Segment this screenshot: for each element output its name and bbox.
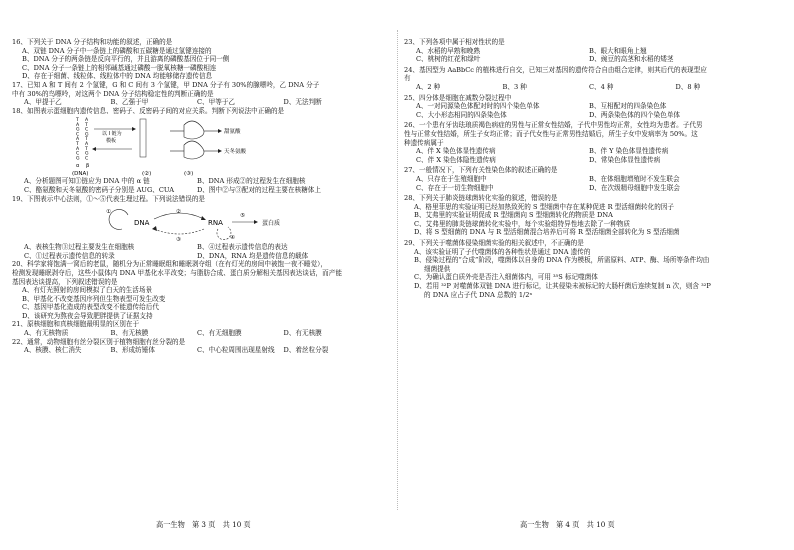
q16-stem: 16、下列关于 DNA 分子结构和功能的叙述，正确的是	[12, 38, 173, 46]
strand1-base: A	[76, 137, 80, 143]
q24-option-d: D、8 种	[675, 82, 701, 91]
strand2-base: T	[85, 137, 88, 143]
q22-options	[12, 346, 370, 355]
q26-stem-line3: 种遗传病属于	[404, 138, 444, 147]
q22-option-a: A、核膜、核仁消失	[24, 346, 82, 355]
q28-stem: 28、下列关于肺炎链球菌转化实验的叙述，错误的是	[404, 194, 558, 203]
strand1-base: G	[76, 156, 80, 162]
amino-acid-2: 天冬氨酸	[224, 149, 247, 156]
strand2-base: G	[85, 151, 89, 157]
dna-strand-2	[84, 117, 89, 161]
q26-option-a: A、伴 X 染色体显性遗传病	[416, 147, 496, 156]
q16-option-d: D、存在于细菌、线粒体、线粒体中的 DNA 均能够储存遗传信息	[22, 72, 213, 81]
q27-options-row1	[404, 175, 762, 184]
q19-option-c: C、①过程表示遗传信息的转录	[24, 251, 115, 260]
strand1-base: C	[76, 132, 80, 138]
q26-options-row2	[404, 156, 762, 165]
reverse-arrow-head	[152, 226, 157, 231]
arrow-head-left	[92, 147, 96, 151]
q28-option-d: D、将 S 型细菌的 DNA 与 R 型活细菌混合培养后可将 R 型活细菌全部转化为 S 型活细菌	[414, 228, 680, 237]
q24-options	[404, 83, 762, 92]
q19-figure	[102, 203, 302, 243]
q16-option-a: A、双链 DNA 分子中一条链上的磷酸和五碳糖是通过氢键连接的	[22, 46, 212, 55]
column-divider	[397, 30, 398, 510]
trna-2	[170, 141, 204, 159]
q22-option-d: D、着丝粒分裂	[283, 346, 329, 355]
q29-stem: 29、下列关于噬菌体侵染细菌实验的相关叙述中，不正确的是	[404, 239, 584, 248]
q18-option-d: D、图中②与③配对的过程主要在核糖体上	[197, 185, 321, 194]
strand1-base: T	[76, 118, 79, 124]
process-1: ①	[106, 209, 111, 216]
template-label-1: 以 I 链为	[102, 131, 122, 138]
q21-option-d: D、有无核膜	[283, 329, 322, 338]
strand1-base: A	[76, 147, 80, 153]
q19-option-d: D、DNA，RNA 均是遗传信息的载体	[197, 251, 309, 260]
right-column	[404, 38, 762, 299]
q20-option-d: D、该研究为熬夜会导致肥胖提供了证据支持	[22, 311, 153, 320]
q22-stem: 22、通常，动物细胞有丝分裂区别于植物细胞有丝分裂的是	[12, 337, 186, 346]
rna-node: RNA	[208, 219, 223, 228]
q19-option-b: B、④过程表示遗传信息的表达	[197, 243, 288, 252]
q24-stem-line2: 有	[404, 74, 411, 83]
q17-options	[12, 98, 370, 107]
q28-option-b: B、艾弗里的实验证明促成 R 型细菌向 S 型细菌转化的物质是 DNA	[414, 211, 613, 220]
strand1-base: C	[76, 151, 80, 157]
q21-stem: 21、原核细胞和真核细胞最明显的区别在于	[12, 320, 140, 329]
q28-option-c: C、艾弗里的肺炎链球菌转化实验中，每个实验组特异性地去除了一种物质	[414, 219, 631, 228]
q17-option-a: A、甲提于乙	[24, 98, 62, 107]
q24-option-a: A、2 种	[416, 82, 441, 91]
q17-option-b: B、乙强于甲	[110, 98, 149, 107]
arrow-head-aa2	[218, 149, 222, 153]
q25-option-d: D、两条染色体的四个染色单体	[589, 110, 681, 119]
q23-options-row2	[404, 55, 762, 64]
q25-stem: 25、四分体是细胞在减数分裂过程中	[404, 93, 512, 102]
trna-1	[170, 121, 204, 139]
strand2-base: A	[85, 142, 89, 148]
q28-option-a: A、格里菲思的实验证明已经加热致死的 S 型细菌中存在某种促进 R 型活细菌转化的因子	[414, 202, 675, 211]
q22-option-c: C、中心粒周围出现星射线	[197, 346, 275, 355]
q27-option-a: A、只存在于生殖细胞中	[416, 174, 487, 183]
q21-options	[12, 329, 370, 338]
q25-options-row2	[404, 111, 762, 120]
q19-option-a: A、表核生物③过程主要发生在细胞核	[24, 243, 135, 252]
q20-stem-line1: 20、科学家将饱满一窝后的老鼠，随机分为正常睡眠组和睡眠剥夺组（在有灯光的房间中被饱一夜不睡觉），	[12, 260, 327, 269]
q17-stem-line1: 17、已知 A 和 T 间有 2 个氢键，G 和 C 间有 3 个氢键，甲 DNA 分子有 30%的腺嘌呤，乙 DNA 分子	[12, 80, 320, 89]
q23-option-a: A、水稻的早熟和晚熟	[416, 46, 481, 55]
replication-loop	[109, 210, 128, 230]
q20-option-b: B、甲基化不改变基因序列但生物表型可发生改变	[22, 294, 166, 303]
q19-stem: 19、下图表示中心法则，①～⑤代表生理过程。下列说法错误的是	[12, 194, 206, 203]
q16-option-b: B、DNA 分子的两条链是反向平行的，并且游离的磷酸基因位于同一侧	[22, 55, 230, 64]
strand1-base: A	[76, 123, 80, 129]
q16-option-c: C、DNA 分子一条链上的相邻碱基通过磷酸一脱氧核糖一磷酸相连	[22, 63, 217, 72]
figure-label-3: (③)	[184, 171, 194, 178]
template-label-2: 模板	[106, 138, 117, 145]
q18-options-row2	[12, 186, 370, 195]
strand2-base: C	[85, 156, 89, 162]
q21-option-b: B、有无核膜	[110, 329, 149, 338]
q20-stem-line2: 检测发现睡眠剥夺后，这些小鼠体内 DNA 甲基化水平改变；与脂肪合成、蛋白质分解相关基因表达谈话，而产能	[12, 268, 342, 277]
process-3: ③	[176, 237, 181, 244]
q17-option-d: D、无法判断	[283, 98, 322, 107]
alpha-label: α	[76, 163, 80, 170]
rna-replication-loop	[217, 227, 231, 240]
q26-options-row1	[404, 147, 762, 156]
q18-option-a: A、分析题图可知①链应为 DNA 中的 α 链	[24, 177, 150, 186]
q24-stem: 24、基因型为 AaBbCc 的植株进行自交，已知三对基因的遗传符合自由组合定律，则其后代的表现型应	[404, 65, 707, 74]
q18-stem: 18、如图表示蛋细胞内遗传信息、密码子、反密码子间的对应关系。判断下列说法中正确的是	[12, 106, 285, 115]
q19-options-row2	[12, 252, 370, 261]
q29-option-c: C、为确认蛋白质外壳是否注入细菌体内，可用 ³⁵S 标记噬菌体	[414, 273, 598, 282]
arrow-head-aa1	[218, 129, 222, 133]
page-footer-left: 高一生物 第 3 页 共 10 页	[156, 520, 251, 529]
q17-stem-line2: 中有 30%的鸟嘌呤，对这两个 DNA 分子结构稳定性的判断正确的是	[12, 89, 214, 98]
translation-arrow-head	[254, 220, 258, 224]
protein-node: 蛋白质	[262, 220, 281, 228]
strand2-base: A	[85, 118, 89, 124]
q26-stem-line1: 26、一个患有牙齿珐琅质褐色病症的男性与正常女性结婚，子代中男性均正常，女性均为患者。子代男	[404, 121, 703, 130]
process-5: ⑤	[240, 213, 245, 220]
mrna-strand	[140, 119, 146, 157]
q22-option-b: B、形成纺锤体	[110, 346, 155, 355]
q25-option-a: A、一对同源染色体配对时的四个染色单体	[416, 102, 540, 111]
amino-acid-1: 甜氨酸	[224, 129, 241, 136]
dna-node: DNA	[134, 219, 150, 228]
q29-option-d-line1: D、若用 ³²P 对噬菌体双链 DNA 进行标记，让其侵染未被标记的大肠杆菌后连续复制 n 次，则含 ³²P	[414, 282, 711, 291]
left-column	[12, 38, 370, 355]
q23-option-d: D、豌豆的高茎和水稻的矮茎	[589, 55, 674, 64]
q18-option-b: B、DNA 形成②的过程发生在细胞核	[197, 177, 306, 186]
dna-label: (DNA)	[72, 171, 89, 178]
q25-option-b: B、互相配对的四条染色体	[589, 102, 667, 111]
q20-stem-line3: 基因表达谈提高，下列叙述错误的是	[12, 277, 118, 286]
process-4: ④	[230, 235, 235, 242]
q21-option-c: C、有无细胞膜	[197, 329, 242, 338]
beta-label: β	[86, 163, 90, 170]
figure-label-2: (②)	[142, 171, 152, 178]
q29-option-a: A、该实验证明了子代噬菌体的各种性状是通过 DNA 遗传的	[414, 247, 591, 256]
q27-stem: 27、一般情况下，下列有关性染色体的叙述正确的是	[404, 166, 558, 175]
strand2-base: G	[85, 132, 89, 138]
strand2-base: C	[85, 127, 89, 133]
q27-option-b: B、在体细胞增殖时不发生联会	[589, 174, 680, 183]
q27-option-d: D、在次级精母细胞中发生联会	[589, 183, 681, 192]
q23-option-b: B、眼大和眼角上翘	[589, 46, 647, 55]
q25-options-row1	[404, 102, 762, 111]
strand1-base: T	[76, 142, 79, 148]
arrow-head-right	[132, 127, 136, 131]
q23-option-c: C、桃树的红花和绿叶	[416, 55, 481, 64]
q29-option-b-line1: B、侵染过程的“合成”阶段，噬菌体以自身的 DNA 作为模板，所需原料、ATP、酶、场所等条件均由	[414, 256, 710, 265]
q29-option-b-line2: 细菌提供	[424, 264, 451, 273]
q23-stem: 23、下列各项中属于相对性状的是	[404, 38, 505, 46]
reverse-transcription-arrow	[154, 229, 204, 234]
q17-option-c: C、甲等于乙	[197, 98, 236, 107]
strand1-base: G	[76, 127, 80, 133]
q20-option-a: A、有灯光照射的房间模拟了白天的生活场景	[22, 286, 153, 295]
transcription-arrow-head	[201, 216, 206, 220]
q26-option-d: D、常染色体显性遗传病	[589, 155, 661, 164]
strand2-base: T	[85, 123, 88, 129]
strand2-base: T	[85, 147, 88, 153]
q26-option-c: C、伴 X 染色体隐性遗传病	[416, 155, 496, 164]
q18-options-row1	[12, 177, 370, 186]
q27-option-c: C、存在于一切生物细胞中	[416, 183, 494, 192]
q23-options-row1	[404, 47, 762, 56]
q18-figure	[72, 115, 332, 177]
q26-option-b: B、伴 Y 染色体显性遗传病	[589, 147, 669, 156]
q24-option-c: C、4 种	[589, 82, 614, 91]
process-2: ②	[176, 209, 181, 216]
q18-option-c: C、酪氨酸和天冬氨酸的密码子分别是 AUG、CUA	[24, 185, 174, 194]
q29-option-d-line2: 的 DNA 应占子代 DNA 总数的 1/2ⁿ	[424, 290, 533, 299]
dna-strand-1	[75, 117, 80, 161]
q19-options-row1	[12, 243, 370, 252]
q21-option-a: A、有无核物质	[24, 329, 69, 338]
q25-option-c: C、大小形态相同的四条染色体	[416, 110, 507, 119]
q27-options-row2	[404, 184, 762, 193]
q24-option-b: B、3 种	[502, 82, 527, 91]
page-footer-right: 高一生物 第 4 页 共 10 页	[520, 520, 615, 529]
q26-stem-line2: 性与正常女性结婚，所生子女均正常；而子代女性与正常男性结婚后，所生子女中发病率为 50%。这	[404, 129, 698, 138]
q20-option-c: C、基因甲基化造成的表型改变不能遗传给后代	[22, 303, 159, 312]
